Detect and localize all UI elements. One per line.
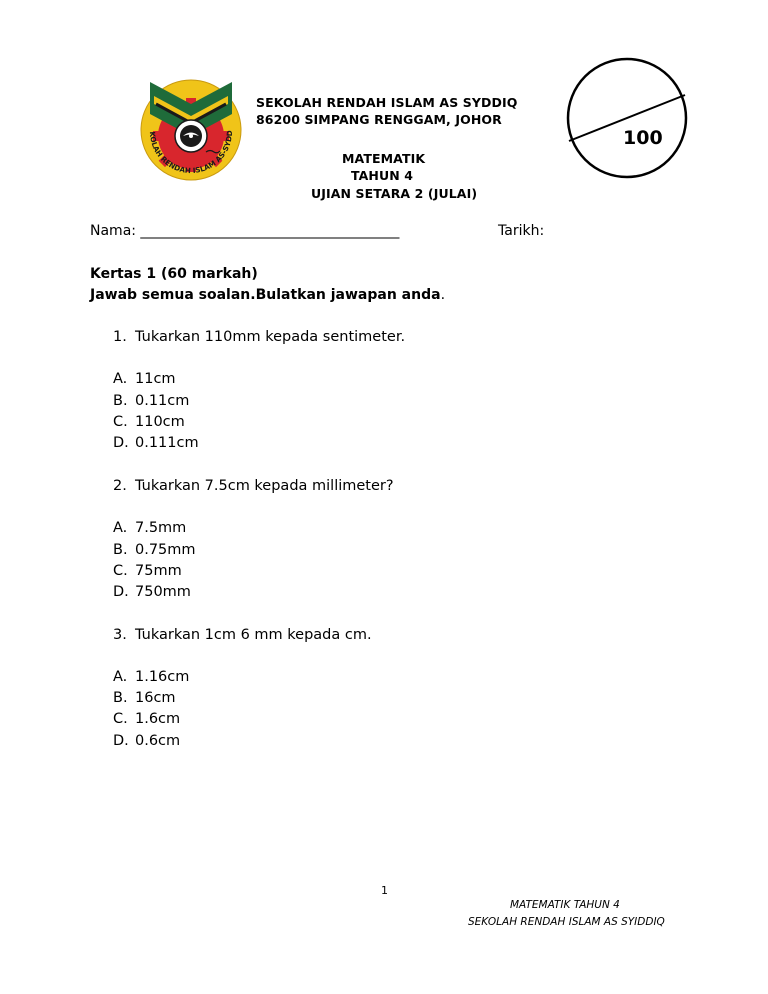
- footer-school: SEKOLAH RENDAH ISLAM AS SYIDDIQ: [468, 916, 665, 928]
- option-1a[interactable]: [113, 371, 176, 387]
- question-text: Tukarkan 110mm kepada sentimeter.: [135, 329, 406, 345]
- option-3b[interactable]: [113, 690, 176, 706]
- option-1d[interactable]: [113, 435, 199, 451]
- page-number: 1: [381, 884, 388, 897]
- option-text: 1.16cm: [135, 669, 190, 685]
- exam-title: UJIAN SETARA 2 (JULAI): [311, 186, 478, 201]
- question-1: [113, 329, 405, 345]
- score-circle: [565, 57, 689, 179]
- question-number: 3.: [113, 627, 127, 643]
- option-letter: B.: [113, 393, 128, 409]
- instruction-text: Jawab semua soalan.Bulatkan jawapan anda: [90, 287, 441, 303]
- option-letter: D.: [113, 584, 129, 600]
- option-text: 7.5mm: [135, 520, 187, 536]
- name-field: Nama: _____________________________________: [90, 223, 400, 239]
- option-text: 1.6cm: [135, 711, 181, 727]
- option-letter: D.: [113, 733, 129, 749]
- option-letter: C.: [113, 563, 128, 579]
- option-text: 110cm: [135, 414, 185, 430]
- option-2b[interactable]: [113, 542, 196, 558]
- option-2a[interactable]: [113, 520, 186, 536]
- option-1c[interactable]: [113, 414, 185, 430]
- option-text: 0.111cm: [135, 435, 199, 451]
- question-text: Tukarkan 7.5cm kepada millimeter?: [135, 478, 394, 494]
- option-text: 0.6cm: [135, 733, 181, 749]
- option-3d[interactable]: [113, 733, 180, 749]
- option-letter: C.: [113, 711, 128, 727]
- school-logo: [136, 74, 246, 182]
- question-3: [113, 627, 372, 643]
- option-letter: A.: [113, 520, 128, 536]
- instruction-period: .: [440, 287, 446, 303]
- score-total: 100: [623, 127, 663, 149]
- year-title: TAHUN 4: [351, 168, 414, 183]
- option-letter: D.: [113, 435, 129, 451]
- footer-subject: MATEMATIK TAHUN 4: [510, 899, 620, 911]
- date-field: Tarikh:: [498, 223, 545, 239]
- question-number: 1.: [113, 329, 127, 345]
- paper-instruction: [90, 287, 445, 303]
- logo-ring-text: KOLAH RENDAH ISLAM AS-SYDD: [147, 130, 235, 176]
- option-letter: C.: [113, 414, 128, 430]
- option-3c[interactable]: [113, 711, 180, 727]
- question-2: [113, 478, 394, 494]
- option-text: 16cm: [135, 690, 176, 706]
- option-letter: B.: [113, 542, 128, 558]
- option-letter: B.: [113, 690, 128, 706]
- question-text: Tukarkan 1cm 6 mm kepada cm.: [135, 627, 372, 643]
- option-text: 11cm: [135, 371, 176, 387]
- option-text: 0.75mm: [135, 542, 196, 558]
- option-letter: A.: [113, 669, 128, 685]
- subject-title: MATEMATIK: [342, 151, 426, 166]
- option-1b[interactable]: [113, 393, 189, 409]
- option-letter: A.: [113, 371, 128, 387]
- option-text: 750mm: [135, 584, 191, 600]
- option-3a[interactable]: [113, 669, 189, 685]
- school-name: SEKOLAH RENDAH ISLAM AS SYDDIQ: [256, 95, 518, 110]
- option-text: 75mm: [135, 563, 182, 579]
- question-number: 2.: [113, 478, 127, 494]
- paper-title: Kertas 1 (60 markah): [90, 266, 258, 282]
- option-2c[interactable]: [113, 563, 182, 579]
- option-2d[interactable]: [113, 584, 191, 600]
- school-address: 86200 SIMPANG RENGGAM, JOHOR: [256, 112, 502, 127]
- option-text: 0.11cm: [135, 393, 190, 409]
